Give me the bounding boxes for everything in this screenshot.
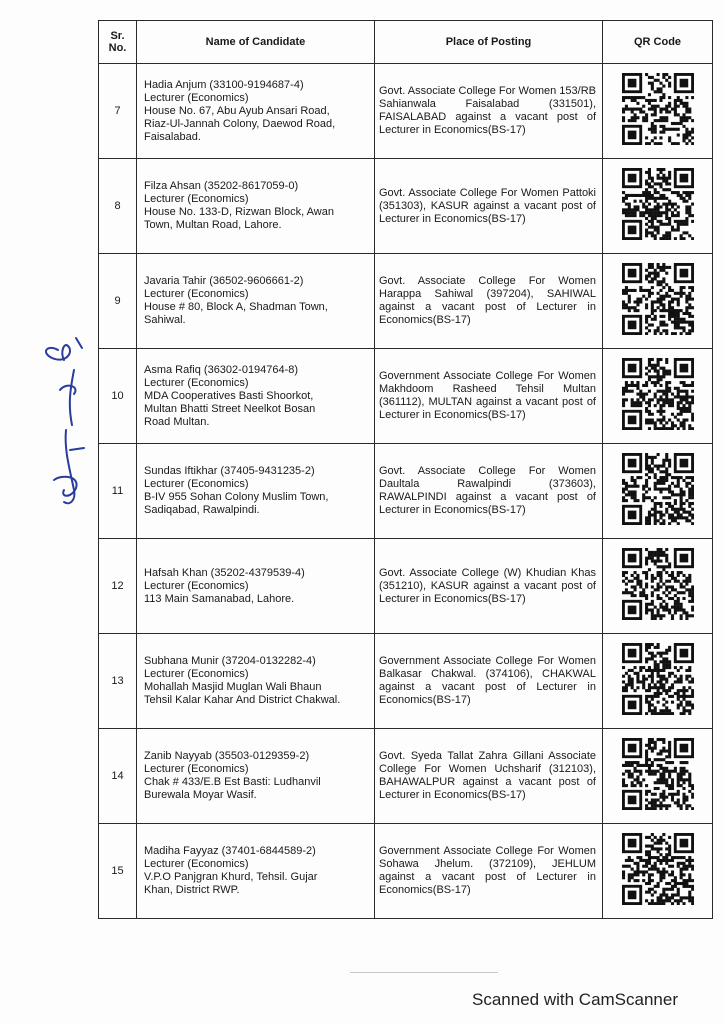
candidate-address-line: Tehsil Kalar Kahar And District Chakwal. [144,694,341,706]
place-of-posting-cell [375,444,603,539]
candidate-address-line: Town, Multan Road, Lahore. [144,219,282,231]
candidate-address-line: MDA Cooperatives Basti Shoorkot, [144,389,314,402]
qr-code-icon [622,73,694,145]
qr-code-icon [622,548,694,620]
candidate-cell [137,824,375,919]
candidate-address-line: House No. 67, Abu Ayub Ansari Road, [144,104,330,117]
qr-code-cell [603,729,713,824]
candidate-name-cnic: Asma Rafiq (36302-0194764-8) [144,363,299,376]
place-of-posting-text: Government Associate College For Women Balkasar Chakwal. (374106), CHAKWAL against a vacant post of Lecturer in Economics(BS-17) [379,655,596,706]
candidate-name-cnic: Madiha Fayyaz (37401-6844589-2) [144,845,316,857]
serial-number: 15 [99,824,137,919]
signature-mark [30,330,110,520]
table-row [99,444,713,539]
header-qr-code: QR Code [603,21,713,64]
serial-number: 11 [99,444,137,539]
candidate-designation: Lecturer (Economics) [144,668,249,680]
candidate-address-line: Sahiwal. [144,314,186,326]
candidate-name-cnic: Javaria Tahir (36502-9606661-2) [144,275,304,287]
candidate-name-cnic: Hadia Anjum (33100-9194687-4) [144,78,304,91]
candidate-address-line: Burewala Moyar Wasif. [144,789,257,801]
bottom-rule [350,972,498,973]
table-row [99,159,713,254]
header-name-of-candidate: Name of Candidate [137,21,375,64]
table-body [99,64,713,919]
candidate-designation: Lecturer (Economics) [144,763,249,775]
qr-code-cell [603,159,713,254]
header-sr-no: Sr. No. [99,21,137,64]
qr-code-icon [622,358,694,430]
place-of-posting-text: Govt. Associate College For Women Pattoki (351303), KASUR against a vacant post of Lecturer in Economics(BS-17) [379,186,596,225]
qr-code-cell [603,634,713,729]
table-row [99,824,713,919]
candidate-address-line: House No. 133-D, Rizwan Block, Awan [144,206,334,218]
candidate-designation: Lecturer (Economics) [144,376,249,389]
qr-code-icon [622,738,694,810]
qr-code-cell [603,444,713,539]
candidate-address-line: B-IV 955 Sohan Colony Muslim Town, [144,491,329,503]
serial-number: 7 [99,64,137,159]
place-of-posting-cell [375,159,603,254]
candidate-name-cnic: Subhana Munir (37204-0132282-4) [144,655,316,667]
serial-number: 8 [99,159,137,254]
serial-number: 10 [99,349,137,444]
candidate-cell [137,539,375,634]
serial-number: 14 [99,729,137,824]
candidate-cell [137,254,375,349]
candidate-cell [137,634,375,729]
candidate-address-line: Chak # 433/E.B Est Basti: Ludhanvil [144,776,321,788]
place-of-posting-text: Govt. Associate College For Women Daultala Rawalpindi (373603), RAWALPINDI against a vacant post of Lecturer in Economics(BS-17) [379,465,596,516]
candidate-address-line: V.P.O Panjgran Khurd, Tehsil. Gujar [144,871,318,883]
postings-table [98,20,713,919]
candidate-designation: Lecturer (Economics) [144,579,249,592]
scanner-watermark: Scanned with CamScanner [472,990,679,1009]
table-row [99,634,713,729]
candidate-name-cnic: Filza Ahsan (35202-8617059-0) [144,180,299,192]
candidate-cell [137,64,375,159]
candidate-designation: Lecturer (Economics) [144,858,249,870]
qr-code-cell [603,64,713,159]
candidate-address-line: Multan Bhatti Street Neelkot Bosan [144,402,316,415]
place-of-posting-text: Govt. Associate College (W) Khudian Khas (351210), KASUR against a vacant post of Lecturer in Economics(BS-17) [379,566,596,605]
candidate-address-line: Mohallah Masjid Muglan Wali Bhaun [144,681,322,693]
candidate-cell [137,729,375,824]
qr-code-cell [603,539,713,634]
candidate-address-line: Sadiqabad, Rawalpindi. [144,504,260,516]
qr-code-icon [622,263,694,335]
qr-code-icon [622,833,694,905]
place-of-posting-cell [375,539,603,634]
serial-number: 9 [99,254,137,349]
place-of-posting-text: Govt. Syeda Tallat Zahra Gillani Associate College For Women Uchsharif (312103), BAHAWALPUR against a vacant post of Lecturer in Economics(BS-17) [379,750,596,801]
table-row [99,64,713,159]
candidate-name-cnic: Zanib Nayyab (35503-0129359-2) [144,750,310,762]
qr-code-cell [603,349,713,444]
place-of-posting-cell [375,824,603,919]
candidate-address-line: Road Multan. [144,415,210,428]
candidate-cell [137,444,375,539]
candidate-address-line: Riaz-Ul-Jannah Colony, Daewod Road, [144,117,336,130]
serial-number: 13 [99,634,137,729]
candidate-designation: Lecturer (Economics) [144,288,249,300]
table-row [99,254,713,349]
candidate-address-line: Khan, District RWP. [144,884,240,896]
place-of-posting-cell [375,254,603,349]
candidate-name-cnic: Sundas Iftikhar (37405-9431235-2) [144,465,315,477]
candidate-address-line: 113 Main Samanabad, Lahore. [144,592,295,605]
table-row [99,539,713,634]
candidate-designation: Lecturer (Economics) [144,193,249,205]
candidate-address-line: House # 80, Block A, Shadman Town, [144,301,328,313]
place-of-posting-cell [375,634,603,729]
qr-code-icon [622,643,694,715]
serial-number: 12 [99,539,137,634]
qr-code-cell [603,824,713,919]
table-row [99,729,713,824]
candidate-cell [137,349,375,444]
candidate-designation: Lecturer (Economics) [144,91,249,104]
place-of-posting-text: Govt. Associate College For Women 153/RB Sahianwala Faisalabad (331501), FAISALABAD against a vacant post of Lecturer in Economics(BS-17) [379,85,596,136]
place-of-posting-text: Govt. Associate College For Women Harappa Sahiwal (397204), SAHIWAL against a vacant post of Lecturer in Economics(BS-17) [379,275,596,326]
header-place-of-posting: Place of Posting [375,21,603,64]
qr-code-icon [622,453,694,525]
qr-code-cell [603,254,713,349]
qr-code-icon [622,168,694,240]
table-header-row [99,21,713,64]
place-of-posting-text: Government Associate College For Women Sohawa Jhelum. (372109), JEHLUM against a vacant post of Lecturer in Economics(BS-17) [379,845,596,896]
candidate-designation: Lecturer (Economics) [144,478,249,490]
place-of-posting-text: Government Associate College For Women Makhdoom Rasheed Tehsil Multan (361112), MULTAN against a vacant post of Lecturer in Economics(BS-17) [379,370,596,421]
place-of-posting-cell [375,729,603,824]
place-of-posting-cell [375,64,603,159]
place-of-posting-cell [375,349,603,444]
candidate-address-line: Faisalabad. [144,130,201,143]
table-row [99,349,713,444]
candidate-cell [137,159,375,254]
candidate-name-cnic: Hafsah Khan (35202-4379539-4) [144,566,305,579]
